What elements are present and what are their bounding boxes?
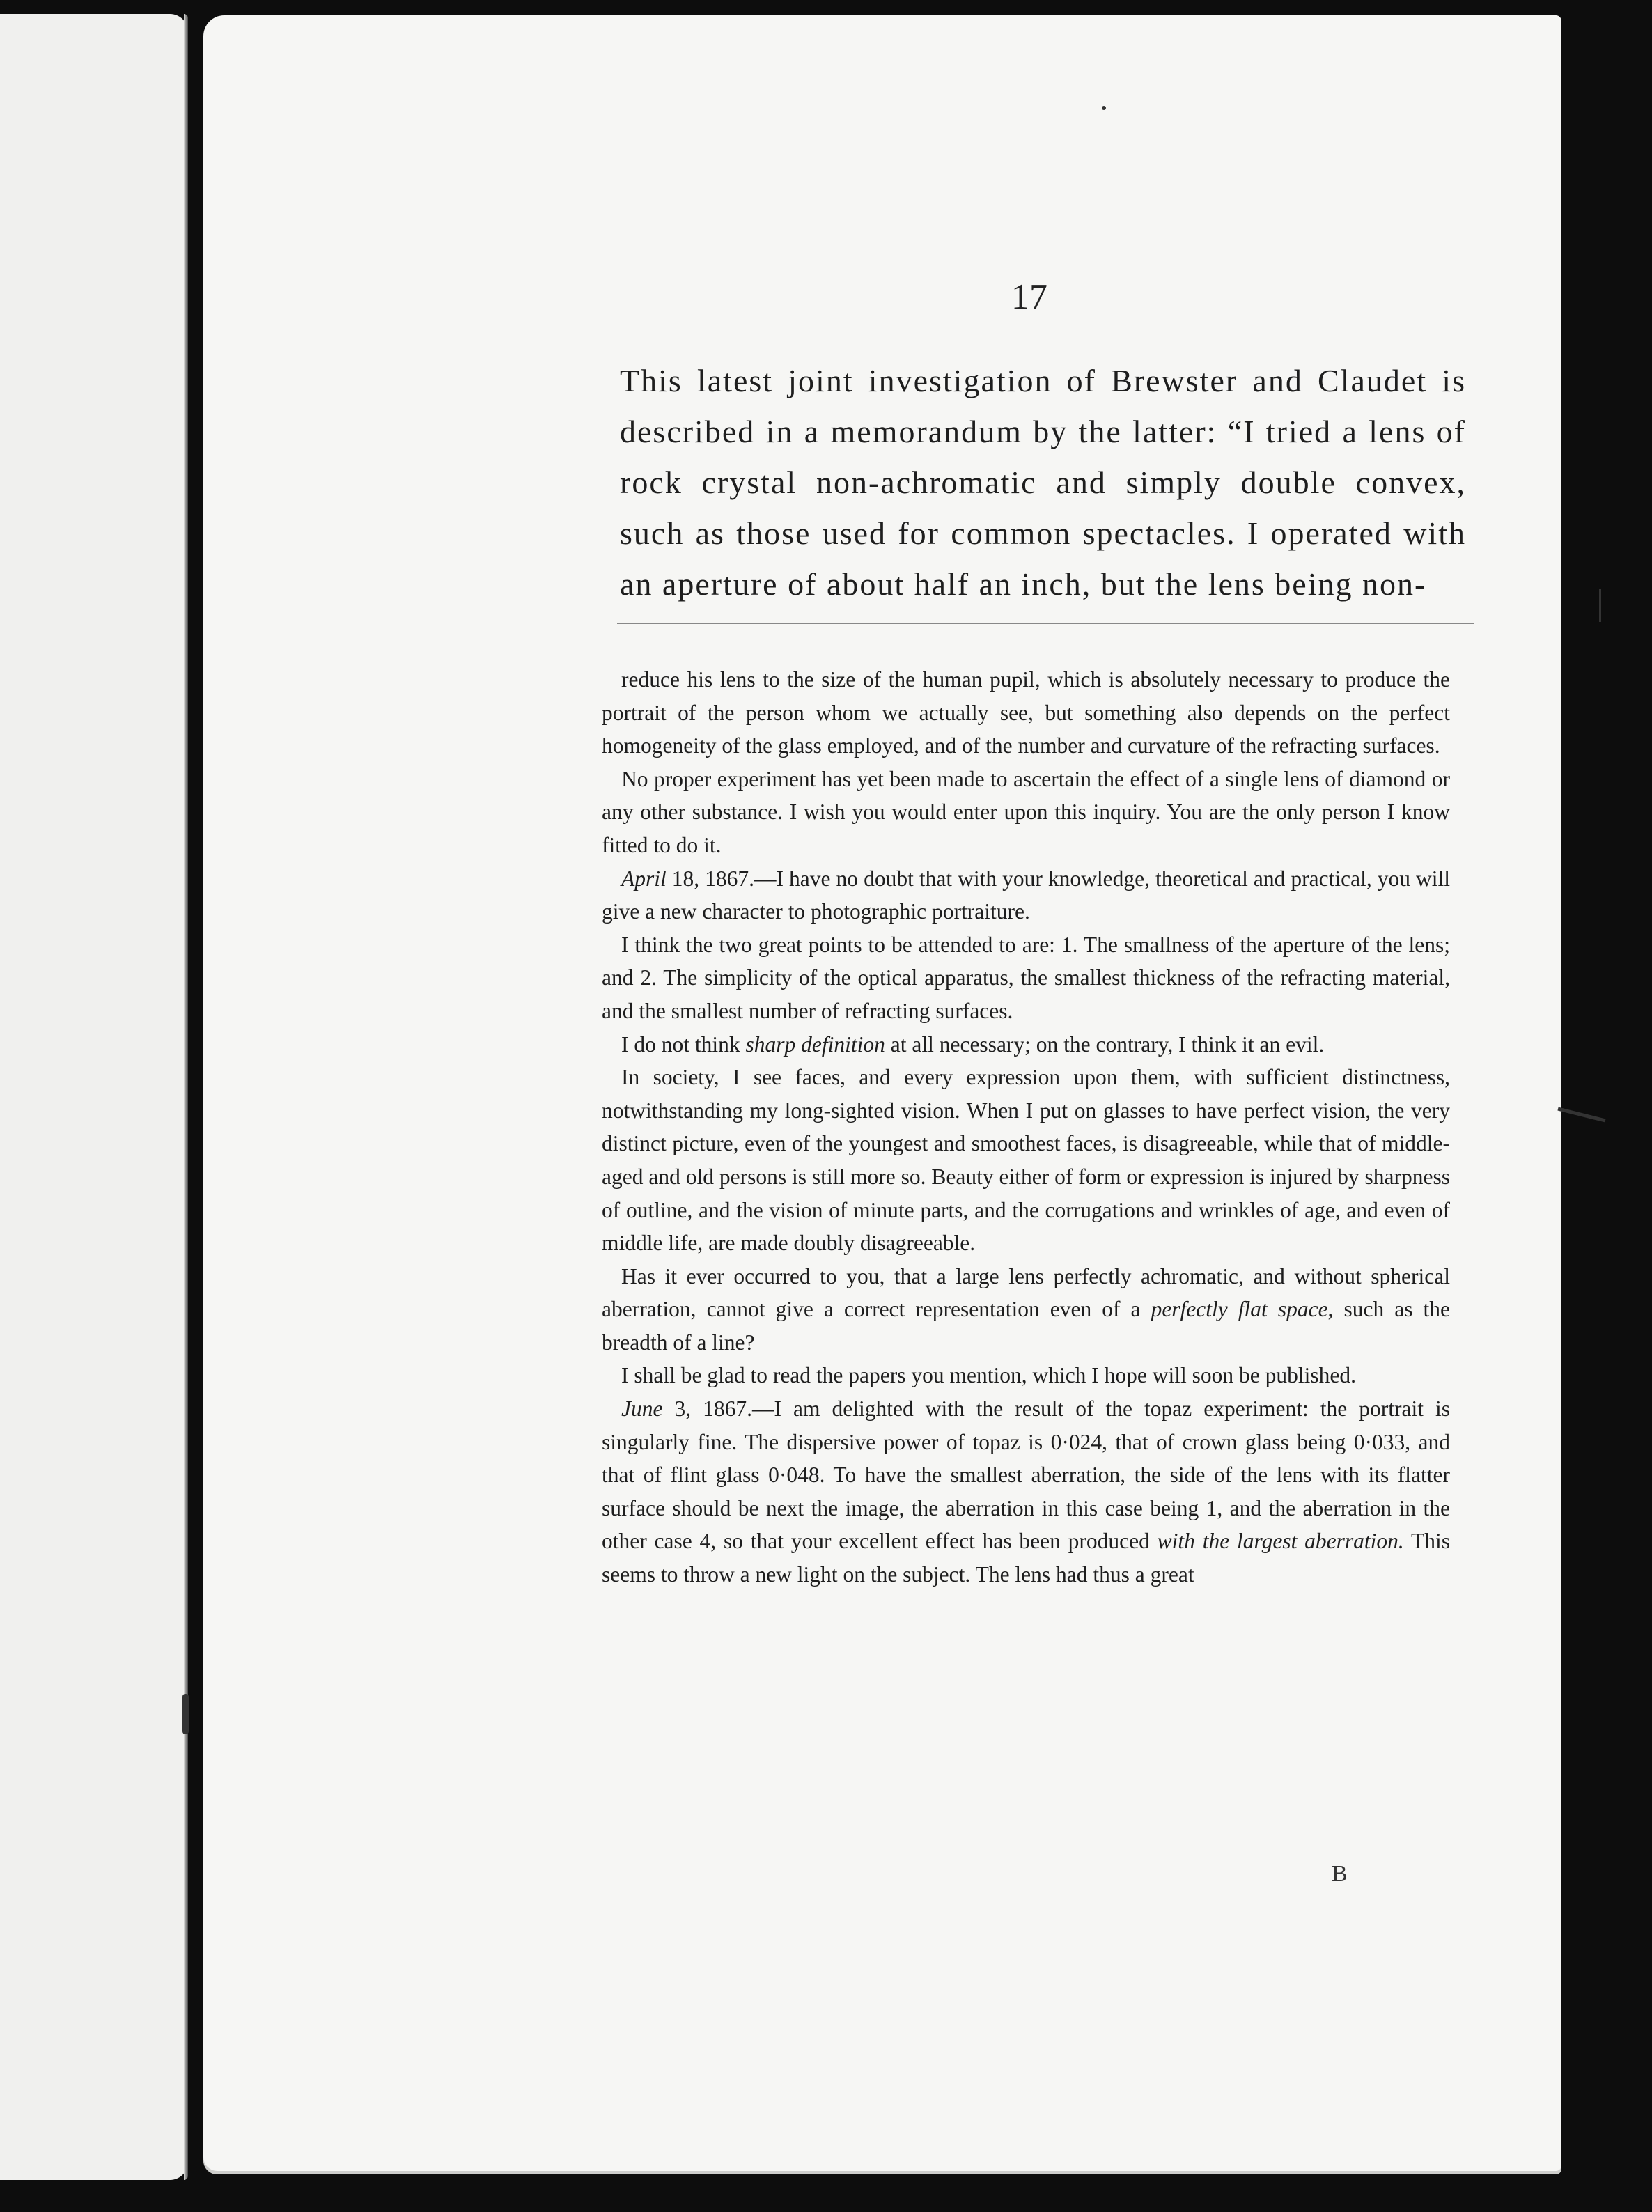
footnote-paragraph xyxy=(602,1028,1450,1061)
footnote-paragraph xyxy=(602,1260,1450,1360)
footnote-divider xyxy=(617,623,1474,624)
text-run: at all necessary; on the contrary, I think it an evil. xyxy=(885,1031,1325,1057)
footnote-paragraph xyxy=(602,862,1450,928)
facing-page-edge xyxy=(0,14,188,2180)
text-run: reduce his lens to the size of the human pupil, which is absolutely necessary to produce the portrait of the person whom we actually see, but something also depends on the perfect homogeneity of the glass employed, and of the number and curvature of the refracting surfaces. xyxy=(602,667,1450,758)
text-run: Has it ever occurred to you, that a large lens perfectly achromatic, and without spherical aberration, cannot give a correct representation even of a xyxy=(602,1263,1450,1322)
main-paragraph: This latest joint investigation of Brewster and Claudet is described in a memorandum by the latter: “I tried a lens of rock crystal non-achromatic and simply double convex, such as those used for common spectacles. I operated with an aperture of about half an inch, but the lens being non- xyxy=(620,363,1466,602)
text-run: I shall be glad to read the papers you mention, which I hope will soon be published. xyxy=(621,1363,1357,1388)
book-page xyxy=(203,15,1561,2174)
text-run: 18, 1867.—I have no doubt that with your knowledge, theoretical and practical, you will give a new character to photographic portraiture. xyxy=(602,866,1450,924)
text-run: , such as the breadth of a line? xyxy=(602,1297,1450,1355)
text-run: I do not think xyxy=(621,1031,746,1057)
text-run: This seems to throw a new light on the subject. The lens had thus a great xyxy=(602,1529,1450,1587)
scan-mark xyxy=(1102,106,1106,110)
italic-text: perfectly flat space xyxy=(1151,1297,1328,1322)
signature-mark: B xyxy=(1332,1861,1348,1887)
scan-mark xyxy=(182,1694,189,1734)
italic-text: April xyxy=(621,866,667,891)
italic-text: June xyxy=(621,1396,663,1422)
footnote-paragraph xyxy=(602,763,1450,862)
footnote-paragraph xyxy=(602,663,1450,763)
italic-text: with the largest aberration. xyxy=(1157,1529,1404,1554)
scan-mark xyxy=(1557,1107,1605,1123)
text-run: In society, I see faces, and every expression upon them, with sufficient distinctness, notwithstanding my long-sighted vision. When I put on glasses to have perfect vision, the very distinct picture, even of the youngest and smoothest faces, is disagreeable, while that of middle-aged and old persons is still more so. Beauty either of form or expression is injured by sharpness of outline, and the vision of minute parts, and the corrugations and wrinkles of age, and even of middle life, are made doubly disagreeable. xyxy=(602,1065,1450,1256)
footnote-paragraph xyxy=(602,1359,1450,1392)
text-run: No proper experiment has yet been made to ascertain the effect of a single lens of diamond or any other substance. I wish you would enter upon this inquiry. You are the only person I know fitted to do it. xyxy=(602,766,1450,857)
page-number: 17 xyxy=(1011,277,1047,317)
footnote-paragraph xyxy=(602,1061,1450,1260)
footnote-paragraph xyxy=(602,928,1450,1028)
scan-mark xyxy=(1599,589,1601,622)
italic-text: sharp definition xyxy=(745,1031,885,1057)
text-run: I think the two great points to be attended to are: 1. The smallness of the aperture of the lens; and 2. The simplicity of the optical apparatus, the smallest thickness of the refracting material, and the smallest number of refracting surfaces. xyxy=(602,932,1450,1023)
text-run: 3, 1867.—I am delighted with the result of the topaz experiment: the portrait is singularly fine. The dispersive power of topaz is 0·024, that of crown glass being 0·033, and that of flint glass 0·048. To have the smallest aberration, the side of the lens with its flatter surface should be next the image, the aberration in this case being 1, and the aberration in the other case 4, so that your excellent effect has been produced xyxy=(602,1396,1450,1554)
footnote-block xyxy=(602,663,1450,1591)
footnote-paragraph xyxy=(602,1392,1450,1591)
